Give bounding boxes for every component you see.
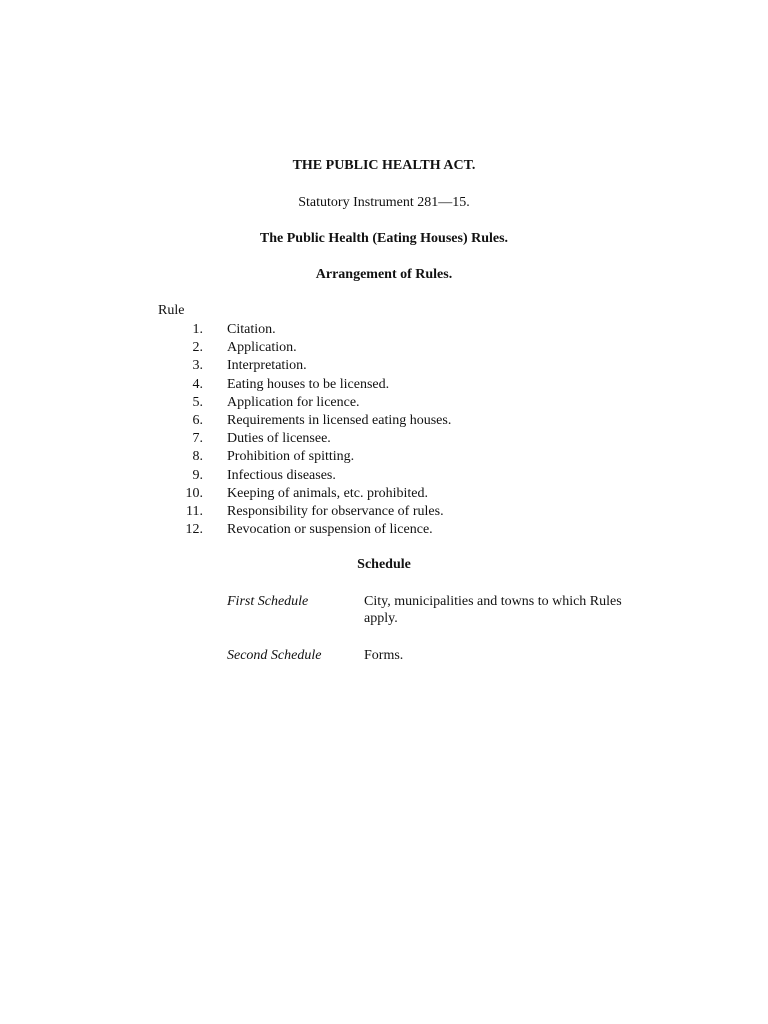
rule-number: 11. bbox=[186, 503, 203, 519]
rule-title: Revocation or suspension of licence. bbox=[227, 522, 433, 538]
rule-title: Application for licence. bbox=[227, 394, 360, 410]
schedule-name: First Schedule bbox=[227, 594, 309, 609]
schedule-description: Forms. bbox=[364, 648, 404, 663]
act-title: THE PUBLIC HEALTH ACT. bbox=[292, 158, 476, 173]
rule-title: Infectious diseases. bbox=[227, 467, 336, 483]
rule-number: 2. bbox=[192, 340, 203, 356]
rule-title: Citation. bbox=[227, 322, 276, 337]
rule-number: 7. bbox=[192, 431, 203, 447]
rule-number: 1. bbox=[192, 322, 203, 337]
schedule-description: City, municipalities and towns to which Rules apply. bbox=[364, 594, 622, 626]
rule-title: Keeping of animals, etc. prohibited. bbox=[227, 485, 428, 501]
statutory-instrument: Statutory Instrument 281—15. bbox=[298, 195, 470, 210]
rule-number: 5. bbox=[192, 394, 203, 410]
rule-title: Eating houses to be licensed. bbox=[227, 376, 390, 392]
schedule-heading: Schedule bbox=[357, 557, 411, 572]
rule-number: 10. bbox=[185, 485, 203, 501]
rule-number: 6. bbox=[192, 412, 203, 428]
rule-title: Prohibition of spitting. bbox=[227, 449, 355, 465]
rule-title: Requirements in licensed eating houses. bbox=[227, 412, 452, 428]
rule-title: Interpretation. bbox=[227, 358, 307, 374]
schedule-name: Second Schedule bbox=[227, 648, 322, 663]
rule-title: Responsibility for observance of rules. bbox=[227, 503, 444, 519]
rule-number: 4. bbox=[192, 376, 203, 392]
rule-number: 8. bbox=[192, 449, 203, 465]
rule-title: Application. bbox=[227, 340, 297, 356]
rule-title: Duties of licensee. bbox=[227, 431, 331, 447]
rule-column-label: Rule bbox=[158, 303, 185, 318]
rule-number: 9. bbox=[192, 467, 203, 483]
arrangement-title: Arrangement of Rules. bbox=[315, 267, 453, 282]
rule-number: 3. bbox=[192, 358, 203, 374]
rules-title: The Public Health (Eating Houses) Rules. bbox=[259, 231, 509, 246]
rule-number: 12. bbox=[185, 522, 203, 538]
